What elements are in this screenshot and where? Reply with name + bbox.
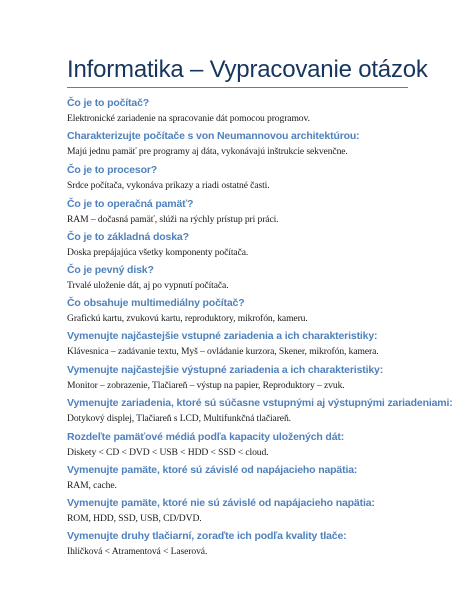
qa-block-output-devices bbox=[67, 363, 427, 392]
answer-text: Diskety < CD < DVD < USB < HDD < SSD < cloud. bbox=[67, 447, 269, 458]
question-heading: Vymenujte druhy tlačiarní, zoraďte ich podľa kvality tlače: bbox=[67, 530, 347, 542]
qa-block-volatile-memory bbox=[67, 463, 427, 492]
answer-text: Grafickú kartu, zvukovú kartu, reproduktory, mikrofón, kameru. bbox=[67, 313, 308, 324]
question-heading: Čo je pevný disk? bbox=[67, 264, 154, 276]
question-heading: Čo je to počítač? bbox=[67, 97, 150, 109]
question-heading: Čo je to procesor? bbox=[67, 164, 158, 176]
answer-text: Majú jednu pamäť pre programy aj dáta, vykonávajú inštrukcie sekvenčne. bbox=[67, 146, 348, 157]
qa-block-multimedia bbox=[67, 296, 427, 325]
qa-block-non-volatile-memory bbox=[67, 496, 427, 525]
question-heading: Vymenujte zariadenia, ktoré sú súčasne vstupnými aj výstupnými zariadeniami: bbox=[67, 397, 453, 409]
answer-text: Trvalé uloženie dát, aj po vypnutí počítača. bbox=[67, 280, 229, 291]
answer-text: Monitor – zobrazenie, Tlačiareň – výstup na papier, Reproduktory – zvuk. bbox=[67, 380, 345, 391]
question-heading: Čo obsahuje multimediálny počítač? bbox=[67, 297, 245, 309]
qa-block-hard-disk bbox=[67, 263, 427, 292]
qa-block-printers bbox=[67, 529, 427, 558]
answer-text: Elektronické zariadenie na spracovanie dát pomocou programov. bbox=[67, 113, 310, 124]
qa-block-processor bbox=[67, 163, 427, 192]
answer-text: ROM, HDD, SSD, USB, CD/DVD. bbox=[67, 513, 202, 524]
qa-block-io-devices bbox=[67, 396, 453, 425]
answer-text: Klávesnica – zadávanie textu, Myš – ovládanie kurzora, Skener, mikrofón, kamera. bbox=[67, 346, 379, 357]
question-heading: Čo je to základná doska? bbox=[67, 231, 189, 243]
qa-block-motherboard bbox=[67, 230, 427, 259]
answer-text: Dotykový displej, Tlačiareň s LCD, Multifunkčná tlačiareň. bbox=[67, 413, 291, 424]
qa-block-von-neumann bbox=[67, 129, 427, 158]
question-heading: Charakterizujte počítače s von Neumannovou architektúrou: bbox=[67, 130, 360, 142]
qa-block-storage-capacity bbox=[67, 430, 427, 459]
qa-block-memory bbox=[67, 197, 427, 226]
qa-block-computer bbox=[67, 96, 427, 125]
answer-text: Srdce počítača, vykonáva príkazy a riadi ostatné časti. bbox=[67, 180, 270, 191]
document-title: Informatika – Vypracovanie otázok bbox=[67, 56, 428, 83]
answer-text: RAM – dočasná pamäť, slúži na rýchly prístup pri práci. bbox=[67, 214, 279, 225]
question-heading: Vymenujte pamäte, ktoré sú závislé od napájacieho napätia: bbox=[67, 464, 358, 476]
answer-text: RAM, cache. bbox=[67, 480, 117, 491]
answer-text: Ihličková < Atramentová < Laserová. bbox=[67, 546, 208, 557]
question-heading: Čo je to operačná pamäť? bbox=[67, 198, 194, 210]
question-heading: Vymenujte najčastejšie výstupné zariadenia a ich charakteristiky: bbox=[67, 364, 384, 376]
question-heading: Vymenujte pamäte, ktoré nie sú závislé od napájacieho napätia: bbox=[67, 497, 375, 509]
question-heading: Vymenujte najčastejšie vstupné zariadenia a ich charakteristiky: bbox=[67, 330, 378, 342]
question-heading: Rozdeľte pamäťové médiá podľa kapacity uložených dát: bbox=[67, 431, 345, 443]
answer-text: Doska prepájajúca všetky komponenty počítača. bbox=[67, 247, 249, 258]
title-underline bbox=[67, 87, 408, 88]
qa-block-input-devices bbox=[67, 329, 427, 358]
